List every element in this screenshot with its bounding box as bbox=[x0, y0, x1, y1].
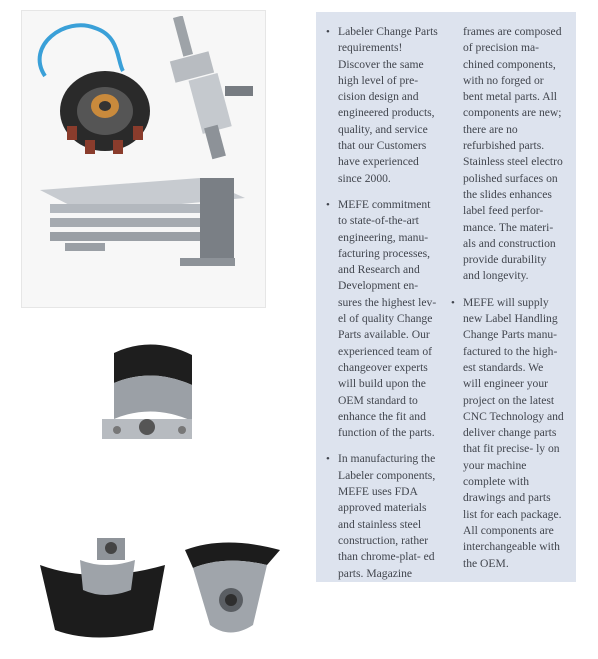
bullet-text: In manufacturing the Labeler components, MEFE uses FDA approved materials and stainless steel construction, rather than chrome-plat- ed parts. Magazine bbox=[338, 452, 436, 580]
bullet-item bbox=[326, 197, 439, 441]
bullet-icon: • bbox=[326, 198, 330, 211]
bullet-text: MEFE will supply new Label Handling Change Parts manu- factured to the high- est standards. We will engineer your project on the latest CNC Technology and deliver change parts that fit precise- ly on your machine complete with drawings and parts list for each package. All components are interchangeable with the OEM. bbox=[463, 295, 564, 570]
bullet-icon: • bbox=[326, 26, 330, 38]
bullet-text: MEFE commitment to state-of-the-art engineering, manu- facturing processes, and Research and Development en- sures the highest lev- el of quality Change Parts available. Our experienced team of changeover experts will build upon the OEM standard to enhance the fit and function of the parts. bbox=[338, 197, 437, 440]
bullet-icon: • bbox=[326, 453, 330, 466]
bullet-text: Labeler Change Parts requirements! Discover the same high level of pre- cision design and engineered products, quality, and service that our Customers have experienced since 2000. bbox=[338, 25, 438, 185]
bullet-item bbox=[451, 295, 564, 572]
bullet-item bbox=[326, 451, 439, 581]
vacuum-drum-image bbox=[92, 335, 204, 447]
text-column-right bbox=[451, 24, 564, 582]
continued-text: frames are composed of precision ma- chined components, with no forged or bent metal parts. All components are new; there are no refurbished parts. Stainless steel electro polished surfaces on the slides enhances label feed perfor- mance. The materi- als and construction provide durability and longevity. bbox=[463, 25, 563, 283]
glue-pallet-segments-image bbox=[35, 530, 285, 645]
bullet-icon: • bbox=[451, 296, 455, 309]
description-panel bbox=[316, 12, 576, 582]
label-magazine-image bbox=[40, 168, 250, 276]
labeler-rotor-image bbox=[25, 16, 155, 166]
pickup-roller-image bbox=[150, 16, 260, 161]
bullet-item bbox=[326, 24, 439, 187]
text-column-left bbox=[326, 24, 439, 592]
